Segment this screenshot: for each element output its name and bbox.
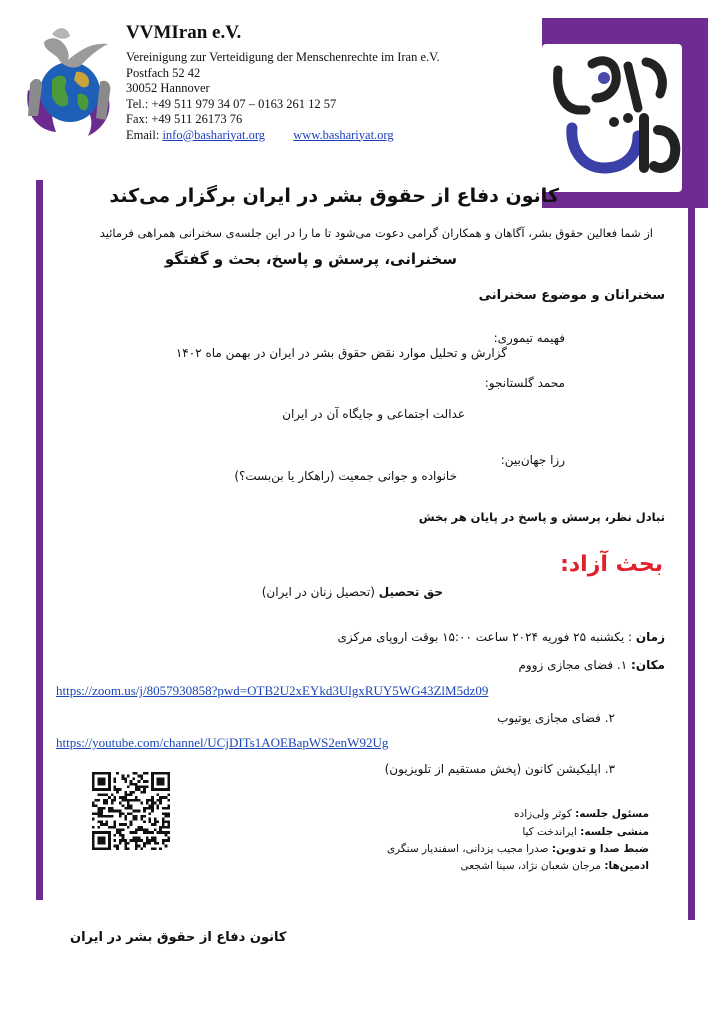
free-discussion-heading: بحث آزاد: — [560, 552, 663, 577]
email-label: Email: — [126, 127, 160, 142]
staff-3-value: صدرا مجیب یزدانی، اسفندیار سنگری — [386, 843, 552, 855]
free-topic — [262, 585, 443, 599]
org-city: 30052 Hannover — [126, 81, 210, 95]
staff-2-value: ایراندخت کیا — [522, 826, 581, 838]
free-topic-bold: حق تحصیل — [378, 585, 443, 599]
faraakhaan-logo-icon — [542, 18, 708, 208]
email-link[interactable]: info@bashariyat.org — [162, 127, 266, 142]
right-frame-bar — [688, 190, 695, 920]
place-label: مکان: — [631, 658, 665, 672]
qr-code-icon[interactable] — [92, 772, 170, 850]
place-1: ۱. فضای مجازی زووم — [518, 658, 628, 672]
org-contact-block — [126, 50, 440, 143]
staff-line-2 — [522, 826, 649, 838]
place-2: ۲. فضای مجازی یوتیوب — [497, 711, 615, 725]
place-3: ۳. اپلیکیشن کانون (پخش مستقیم از تلویزیون) — [384, 762, 615, 776]
staff-line-1 — [514, 808, 649, 820]
speaker-1-topic: گزارش و تحلیل موارد نقض حقوق بشر در ایران در بهمن ماه ۱۴۰۲ — [175, 346, 507, 360]
org-email-line — [126, 128, 440, 144]
staff-3-label: ضبط صدا و تدوین: — [551, 843, 649, 855]
website-link[interactable]: www.bashariyat.org — [293, 127, 394, 142]
invite-title: کانون دفاع از حقوق بشر در ایران برگزار می‌کند — [109, 185, 559, 207]
staff-4-value: مرجان شعبان نژاد، سینا اشجعی — [460, 860, 605, 872]
left-frame-bar — [36, 180, 43, 900]
staff-4-label: ادمین‌ها: — [604, 860, 649, 872]
org-name: VVMIran e.V. — [126, 22, 242, 43]
discussion-note: تبادل نظر، پرسش و پاسخ در پایان هر بخش — [418, 510, 665, 524]
speaker-3-topic: خانواده و جوانی جمعیت (راهکار یا بن‌بست؟) — [234, 469, 457, 483]
org-postfach: Postfach 52 42 — [126, 65, 201, 80]
staff-1-label: مسئول جلسه: — [575, 808, 649, 820]
time-value: : یکشنبه ۲۵ فوریه ۲۰۲۴ ساعت ۱۵:۰۰ بوقت اروپای مرکزی — [337, 630, 633, 644]
time-line — [338, 630, 665, 644]
org-tel: Tel.: +49 511 979 34 07 – 0163 261 12 57 — [126, 96, 337, 111]
free-topic-rest: (تحصیل زنان در ایران) — [261, 585, 375, 599]
invite-format: سخنرانی، پرسش و پاسخ، بحث و گفتگو — [164, 250, 457, 268]
speakers-heading: سخنرانان و موضوع سخنرانی — [478, 288, 665, 303]
speaker-1-name: فهیمه تیموری: — [493, 331, 565, 345]
place-line — [518, 658, 665, 672]
invite-intro: از شما فعالین حقوق بشر، آگاهان و همکاران گرامی دعوت می‌شود تا ما را در این جلسه‌ی سخنرانی همراهی فرمائید — [99, 226, 653, 240]
footer-org-name: کانون دفاع از حقوق بشر در ایران — [70, 930, 287, 945]
staff-line-4 — [461, 860, 649, 872]
zoom-link[interactable]: https://zoom.us/j/8057930858?pwd=OTB2U2xEYkd3UlgxRUY5WG43ZlM5dz09 — [56, 683, 489, 698]
org-fax: Fax: +49 511 26173 76 — [126, 112, 243, 126]
org-full-name: Vereinigung zur Verteidigung der Menschenrechte im Iran e.V. — [126, 50, 440, 64]
corner-panel — [542, 18, 708, 208]
org-logo-icon — [22, 20, 118, 138]
youtube-link[interactable]: https://youtube.com/channel/UCjDITs1AOEBapWS2enW92Ug — [56, 735, 389, 750]
speaker-2-name: محمد گلستانجو: — [484, 376, 565, 390]
speaker-2-topic: عدالت اجتماعی و جایگاه آن در ایران — [282, 407, 465, 421]
staff-1-value: کوثر ولی‌زاده — [514, 808, 576, 820]
time-label: زمان — [635, 630, 665, 644]
speaker-3-name: رزا جهان‌بین: — [500, 453, 565, 467]
staff-2-label: منشی جلسه: — [580, 826, 649, 838]
staff-line-3 — [387, 843, 649, 855]
